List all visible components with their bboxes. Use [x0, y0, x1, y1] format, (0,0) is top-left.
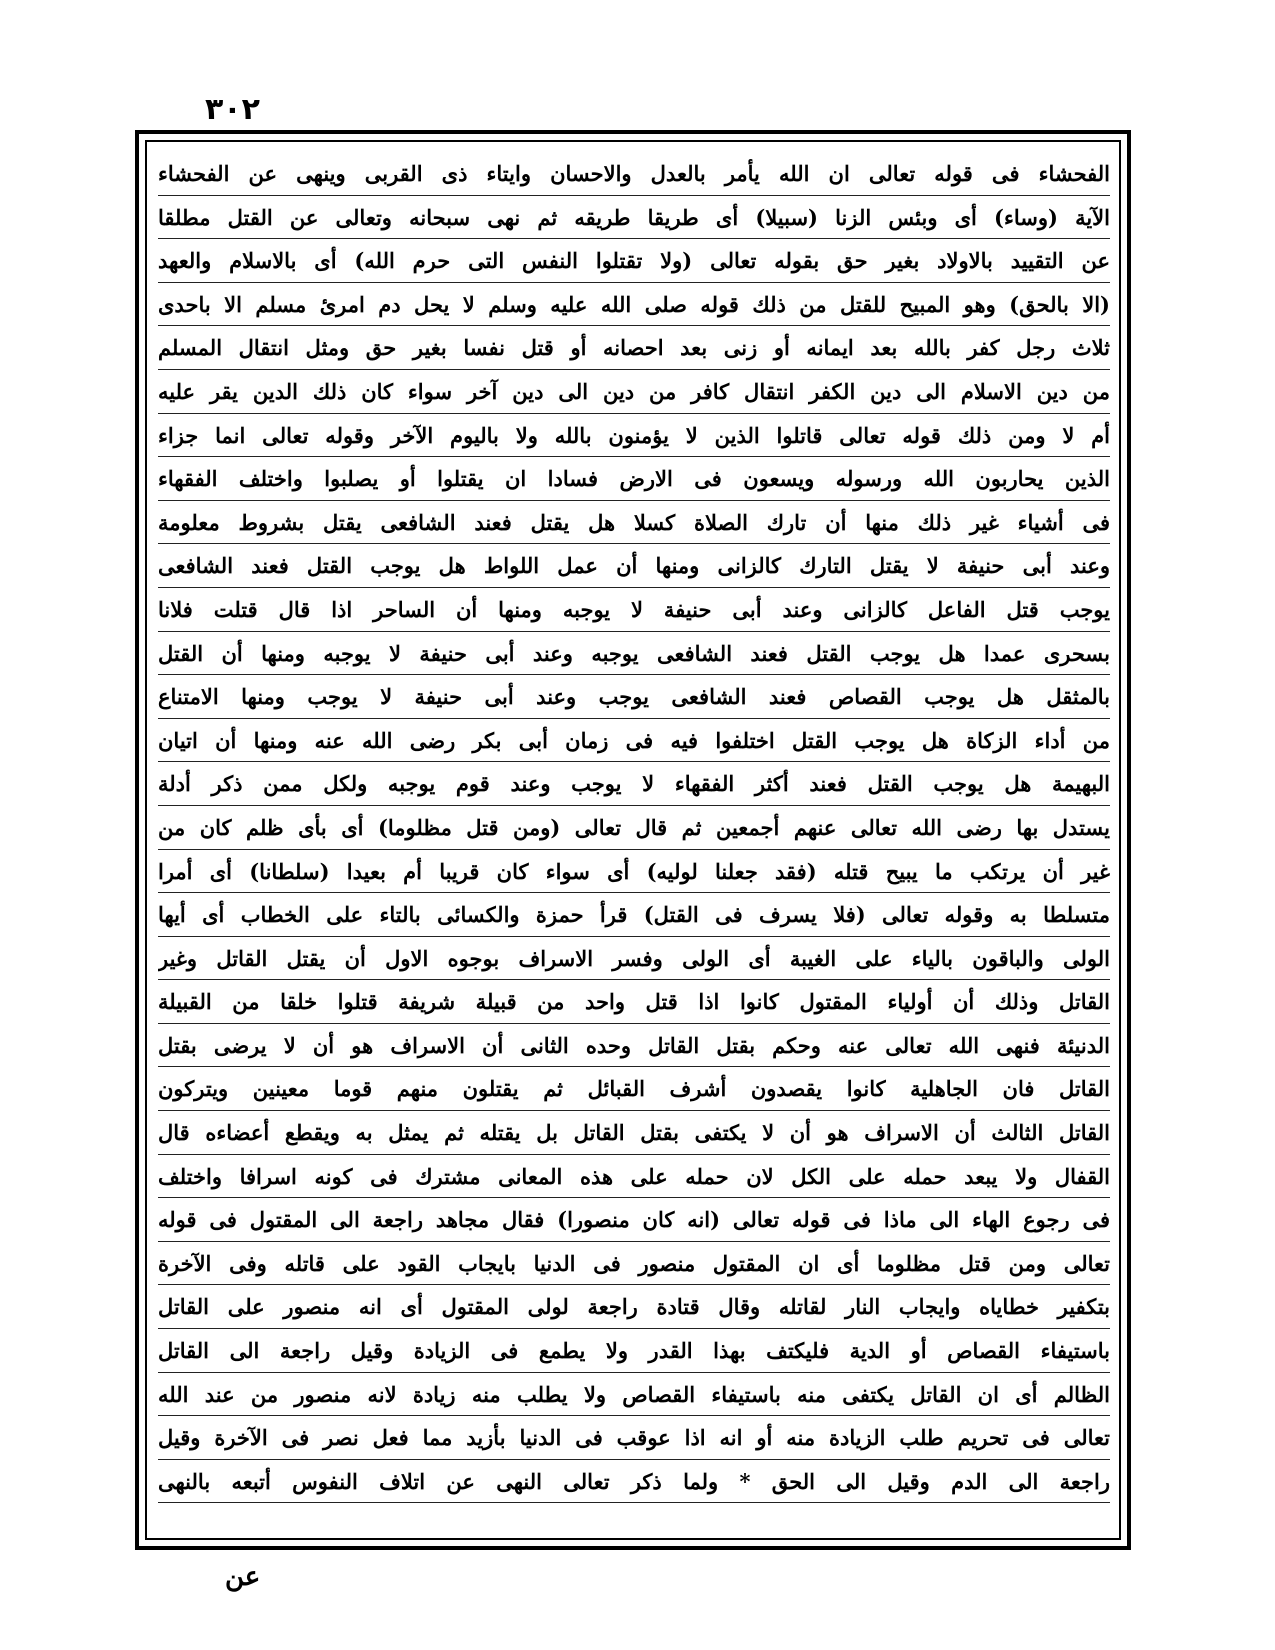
text-line: الدنيئة فنهى الله تعالى عنه وحكم بقتل القاتل وحده الثانى أن الاسراف هو أن لا يرضى بقتل [158, 1024, 1110, 1068]
text-line: باستيفاء القصاص أو الدية فليكتف بهذا القدر ولا يطمع فى الزيادة وقيل راجعة الى القاتل [158, 1329, 1110, 1373]
text-line: فى رجوع الهاء الى ماذا فى قوله تعالى (انه كان منصورا) فقال مجاهد راجعة الى المقتول فى قوله [158, 1198, 1110, 1242]
text-line: تعالى فى تحريم طلب الزيادة منه أو انه اذا عوقب فى الدنيا بأزيد مما فعل نصر فى الآخرة وقيل [158, 1416, 1110, 1460]
text-line: تعالى ومن قتل مظلوما أى ان المقتول منصور فى الدنيا بايجاب القود على قاتله وفى الآخرة [158, 1242, 1110, 1286]
text-line: يستدل بها رضى الله تعالى عنهم أجمعين ثم قال تعالى (ومن قتل مظلوما) أى بأى ظلم كان من [158, 806, 1110, 850]
text-line: الولى والباقون بالياء على الغيبة أى الولى وفسر الاسراف بوجوه الاول أن يقتل القاتل وغير [158, 937, 1110, 981]
text-line: من دين الاسلام الى دين الكفر انتقال كافر من دين الى دين آخر سواء كان ذلك الدين يقر عليه [158, 370, 1110, 414]
text-line: أم لا ومن ذلك قوله تعالى قاتلوا الذين لا يؤمنون بالله ولا باليوم الآخر وقوله تعالى انما جزاء [158, 414, 1110, 458]
text-line: الآية (وساء) أى وبئس الزنا (سبيلا) أى طريقا طريقه ثم نهى سبحانه وتعالى عن القتل مطلقا [158, 196, 1110, 240]
arabic-text-block [158, 152, 1110, 1527]
text-line: ثلاث رجل كفر بالله بعد ايمانه أو زنى بعد احصانه أو قتل نفسا بغير حق ومثل انتقال المسلم [158, 326, 1110, 370]
text-line: يوجب قتل الفاعل كالزانى وعند أبى حنيفة لا يوجبه ومنها أن الساحر اذا قال قتلت فلانا [158, 588, 1110, 632]
text-line: فى أشياء غير ذلك منها أن تارك الصلاة كسلا هل يقتل فعند الشافعى يقتل بشروط معلومة [158, 501, 1110, 545]
text-line: وعند أبى حنيفة لا يقتل التارك كالزانى ومنها أن عمل اللواط هل يوجب القتل فعند الشافعى [158, 544, 1110, 588]
text-line: متسلطا به وقوله تعالى (فلا يسرف فى القتل) قرأ حمزة والكسائى بالتاء على الخطاب أى أيها [158, 893, 1110, 937]
text-line: راجعة الى الدم وقيل الى الحق * ولما ذكر تعالى النهى عن اتلاف النفوس أتبعه بالنهى [158, 1460, 1110, 1504]
text-line: القاتل وذلك أن أولياء المقتول كانوا اذا قتل واحد من قبيلة شريفة قتلوا خلقا من القبيلة [158, 980, 1110, 1024]
text-line: بتكفير خطاياه وايجاب النار لقاتله وقال قتادة راجعة لولى المقتول أى انه منصور على القاتل [158, 1285, 1110, 1329]
text-line: القاتل الثالث أن الاسراف هو أن لا يكتفى بقتل القاتل بل يقتله ثم يمثل به ويقطع أعضاءه قال [158, 1111, 1110, 1155]
page-number: ٣٠٢ [205, 92, 260, 127]
text-line: غير أن يرتكب ما يبيح قتله (فقد جعلنا لوليه) أى سواء كان قريبا أم بعيدا (سلطانا) أى أمرا [158, 850, 1110, 894]
text-line: البهيمة هل يوجب القتل فعند أكثر الفقهاء لا يوجب وعند قوم يوجبه ولكل ممن ذكر أدلة [158, 762, 1110, 806]
text-line: بسحرى عمدا هل يوجب القتل فعند الشافعى يوجبه وعند أبى حنيفة لا يوجبه ومنها أن القتل [158, 632, 1110, 676]
text-line: الفحشاء فى قوله تعالى ان الله يأمر بالعدل والاحسان وايتاء ذى القربى وينهى عن الفحشاء [158, 152, 1110, 196]
text-line: الذين يحاربون الله ورسوله ويسعون فى الارض فسادا ان يقتلوا أو يصلبوا واختلف الفقهاء [158, 457, 1110, 501]
text-line: القفال ولا يبعد حمله على الكل لان حمله على هذه المعانى مشترك فى كونه اسرافا واختلف [158, 1155, 1110, 1199]
text-line: الظالم أى ان القاتل يكتفى منه باستيفاء القصاص ولا يطلب منه زيادة لانه منصور من عند الله [158, 1373, 1110, 1417]
catchword: عن [225, 1562, 261, 1592]
text-line: من أداء الزكاة هل يوجب القتل اختلفوا فيه فى زمان أبى بكر رضى الله عنه ومنها أن اتيان [158, 719, 1110, 763]
text-line: القاتل فان الجاهلية كانوا يقصدون أشرف القبائل ثم يقتلون منهم قوما معينين ويتركون [158, 1067, 1110, 1111]
text-line: عن التقييد بالاولاد بغير حق بقوله تعالى (ولا تقتلوا النفس التى حرم الله) أى بالاسلام والعهد [158, 239, 1110, 283]
text-line: (الا بالحق) وهو المبيح للقتل من ذلك قوله صلى الله عليه وسلم لا يحل دم امرئ مسلم الا باحدى [158, 283, 1110, 327]
text-line: بالمثقل هل يوجب القصاص فعند الشافعى يوجب وعند أبى حنيفة لا يوجب ومنها الامتناع [158, 675, 1110, 719]
